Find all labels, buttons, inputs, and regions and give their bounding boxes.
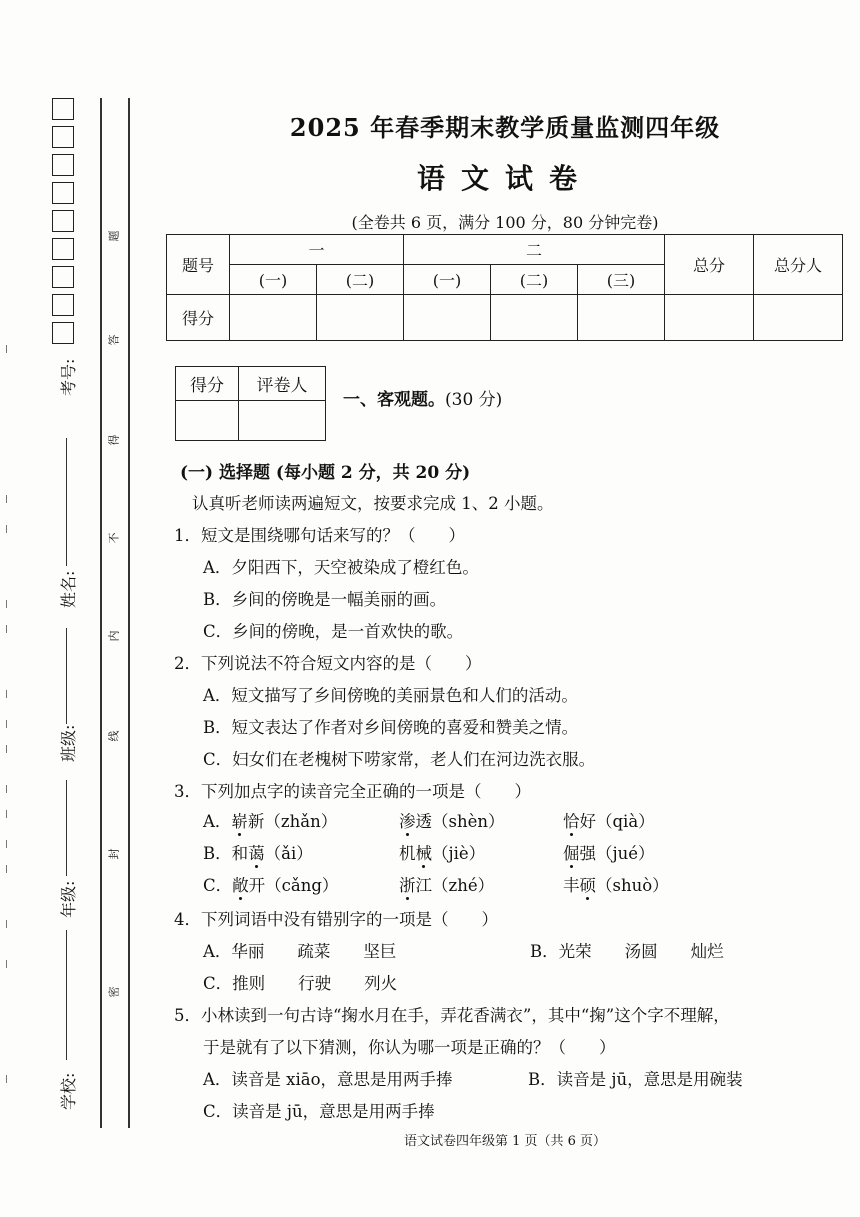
seal-char: 封 bbox=[107, 848, 121, 860]
instruction: 认真听老师读两遍短文，按要求完成 1、2 小题。 bbox=[192, 494, 554, 513]
question-5-option-b[interactable]: B．读音是 jū，意思是用碗装 bbox=[528, 1070, 743, 1089]
question-3-option-c[interactable] bbox=[203, 872, 338, 896]
score-cell[interactable] bbox=[230, 295, 317, 341]
question-4-option-a[interactable]: A．华丽 疏菜 坚巨 bbox=[203, 942, 397, 961]
option-part: 开（cǎng） bbox=[248, 876, 339, 895]
option-part: （jiè） bbox=[432, 844, 486, 863]
seal-char: 密 bbox=[107, 986, 121, 998]
option-part: A． bbox=[203, 812, 232, 831]
option-part: 江（zhé） bbox=[415, 876, 495, 895]
section-points: (30 分) bbox=[445, 390, 503, 410]
option-part: （shuò） bbox=[596, 876, 669, 895]
header-cell: 总分人 bbox=[754, 235, 843, 295]
exam-number-label: 考号: bbox=[59, 358, 78, 396]
exam-title: 2025 年春季期末教学质量监测四年级 bbox=[289, 113, 721, 142]
grader-header: 得分 bbox=[176, 367, 239, 401]
question-3-option-c-3 bbox=[563, 872, 669, 896]
score-cell[interactable] bbox=[404, 295, 491, 341]
section-label: 一、客观题。 bbox=[343, 390, 445, 410]
header-cell: (二) bbox=[491, 265, 578, 295]
question-5-stem-line2: 于是就有了以下猜测，你认为哪一项是正确的？（ ） bbox=[203, 1038, 616, 1057]
score-cell[interactable] bbox=[754, 295, 843, 341]
question-3-option-a[interactable] bbox=[203, 808, 337, 832]
header-cell: (三) bbox=[578, 265, 665, 295]
dotted-char: 崭 bbox=[231, 812, 248, 831]
class-label: 班级: bbox=[59, 724, 78, 762]
question-3-option-c-2 bbox=[399, 872, 494, 896]
option-part: 丰 bbox=[563, 876, 580, 895]
seal-line-inner bbox=[128, 98, 130, 1128]
school-field-line[interactable] bbox=[66, 930, 67, 1060]
option-part: （ǎi） bbox=[264, 844, 313, 863]
exam-number-box[interactable] bbox=[52, 238, 74, 260]
school-label: 学校: bbox=[59, 1072, 78, 1110]
score-cell[interactable] bbox=[665, 295, 754, 341]
seal-char: 得 bbox=[107, 434, 121, 446]
option-part: C． bbox=[203, 876, 233, 895]
section-title bbox=[343, 385, 502, 410]
question-3-option-b-2 bbox=[399, 840, 485, 864]
score-cell[interactable] bbox=[578, 295, 665, 341]
dotted-char: 硕 bbox=[579, 876, 596, 895]
question-3-option-b[interactable] bbox=[203, 840, 313, 864]
score-cell[interactable] bbox=[491, 295, 578, 341]
part-heading: (一) 选择题 (每小题 2 分，共 20 分) bbox=[180, 463, 471, 483]
header-cell: 得分 bbox=[167, 295, 230, 341]
question-5-option-c[interactable]: C．读音是 jū，意思是用两手捧 bbox=[203, 1102, 435, 1121]
seal-char: 线 bbox=[107, 730, 121, 742]
seal-char: 答 bbox=[107, 334, 121, 346]
name-field-line[interactable] bbox=[66, 438, 67, 566]
header-cell: (一) bbox=[230, 265, 317, 295]
dotted-char: 械 bbox=[415, 844, 432, 863]
question-5-stem-line1: 5．小林读到一句古诗“掬水月在手，弄花香满衣”，其中“掬”这个字不理解， bbox=[174, 1006, 730, 1025]
header-cell: 总分 bbox=[665, 235, 754, 295]
question-4-option-b[interactable]: B．光荣 汤圆 灿烂 bbox=[530, 942, 724, 961]
option-part: 好（qià） bbox=[579, 812, 655, 831]
question-3-option-b-3 bbox=[563, 840, 655, 864]
question-4-stem: 4．下列词语中没有错别字的一项是（ ） bbox=[174, 910, 498, 929]
exam-number-box[interactable] bbox=[52, 266, 74, 288]
question-3-option-a-3 bbox=[563, 808, 655, 832]
grade-field-line[interactable] bbox=[66, 780, 67, 876]
dotted-char: 倔 bbox=[563, 844, 580, 863]
seal-char: 内 bbox=[107, 630, 121, 642]
grader-cell[interactable] bbox=[176, 401, 239, 441]
dotted-char: 恰 bbox=[563, 812, 580, 831]
score-cell[interactable] bbox=[317, 295, 404, 341]
exam-number-box[interactable] bbox=[52, 294, 74, 316]
question-2-option-b[interactable]: B．短文表达了作者对乡间傍晚的喜爱和赞美之情。 bbox=[203, 718, 579, 737]
grader-box bbox=[175, 366, 326, 441]
option-part: 透（shèn） bbox=[415, 812, 505, 831]
question-5-option-a[interactable]: A．读音是 xiāo，意思是用两手捧 bbox=[203, 1070, 453, 1089]
seal-line-outer bbox=[100, 98, 102, 1128]
exam-note: (全卷共 6 页，满分 100 分，80 分钟完卷) bbox=[351, 213, 659, 232]
dotted-char: 渗 bbox=[399, 812, 416, 831]
header-cell: 一 bbox=[230, 235, 404, 265]
score-table bbox=[166, 234, 843, 341]
exam-number-box[interactable] bbox=[52, 322, 74, 344]
dotted-char: 敞 bbox=[232, 876, 249, 895]
dotted-char: 浙 bbox=[399, 876, 416, 895]
header-cell: (一) bbox=[404, 265, 491, 295]
class-field-line[interactable] bbox=[66, 628, 67, 724]
header-cell: 二 bbox=[404, 235, 665, 265]
header-cell: 题号 bbox=[167, 235, 230, 295]
question-1-option-c[interactable]: C．乡间的傍晚，是一首欢快的歌。 bbox=[203, 622, 464, 641]
question-2-option-a[interactable]: A．短文描写了乡间傍晚的美丽景色和人们的活动。 bbox=[203, 686, 578, 705]
option-part: 强（jué） bbox=[579, 844, 655, 863]
grade-label: 年级: bbox=[59, 880, 78, 918]
grader-header: 评卷人 bbox=[239, 367, 326, 401]
seal-char: 题 bbox=[107, 230, 121, 242]
question-1-option-b[interactable]: B．乡间的傍晚是一幅美丽的画。 bbox=[203, 590, 447, 609]
question-3-option-a-2 bbox=[399, 808, 505, 832]
option-part: B．和 bbox=[203, 844, 249, 863]
question-3-stem: 3．下列加点字的读音完全正确的一项是（ ） bbox=[174, 782, 531, 801]
seal-char: 不 bbox=[107, 532, 121, 544]
question-2-stem: 2．下列说法不符合短文内容的是（ ） bbox=[174, 654, 482, 673]
exam-subject: 语文试卷 bbox=[416, 162, 593, 195]
question-4-option-c[interactable]: C．推则 行驶 列火 bbox=[203, 974, 398, 993]
page-footer: 语文试卷四年级第 1 页（共 6 页） bbox=[403, 1134, 607, 1149]
grader-cell[interactable] bbox=[239, 401, 326, 441]
question-1-option-a[interactable]: A．夕阳西下，天空被染成了橙红色。 bbox=[203, 558, 479, 577]
name-label: 姓名: bbox=[59, 570, 78, 608]
option-part: 机 bbox=[399, 844, 416, 863]
option-part: 新（zhǎn） bbox=[247, 812, 338, 831]
question-2-option-c[interactable]: C．妇女们在老槐树下唠家常，老人们在河边洗衣服。 bbox=[203, 750, 596, 769]
dotted-char: 蔼 bbox=[248, 844, 265, 863]
question-1-stem: 1．短文是围绕哪句话来写的？（ ） bbox=[174, 526, 465, 545]
header-cell: (二) bbox=[317, 265, 404, 295]
